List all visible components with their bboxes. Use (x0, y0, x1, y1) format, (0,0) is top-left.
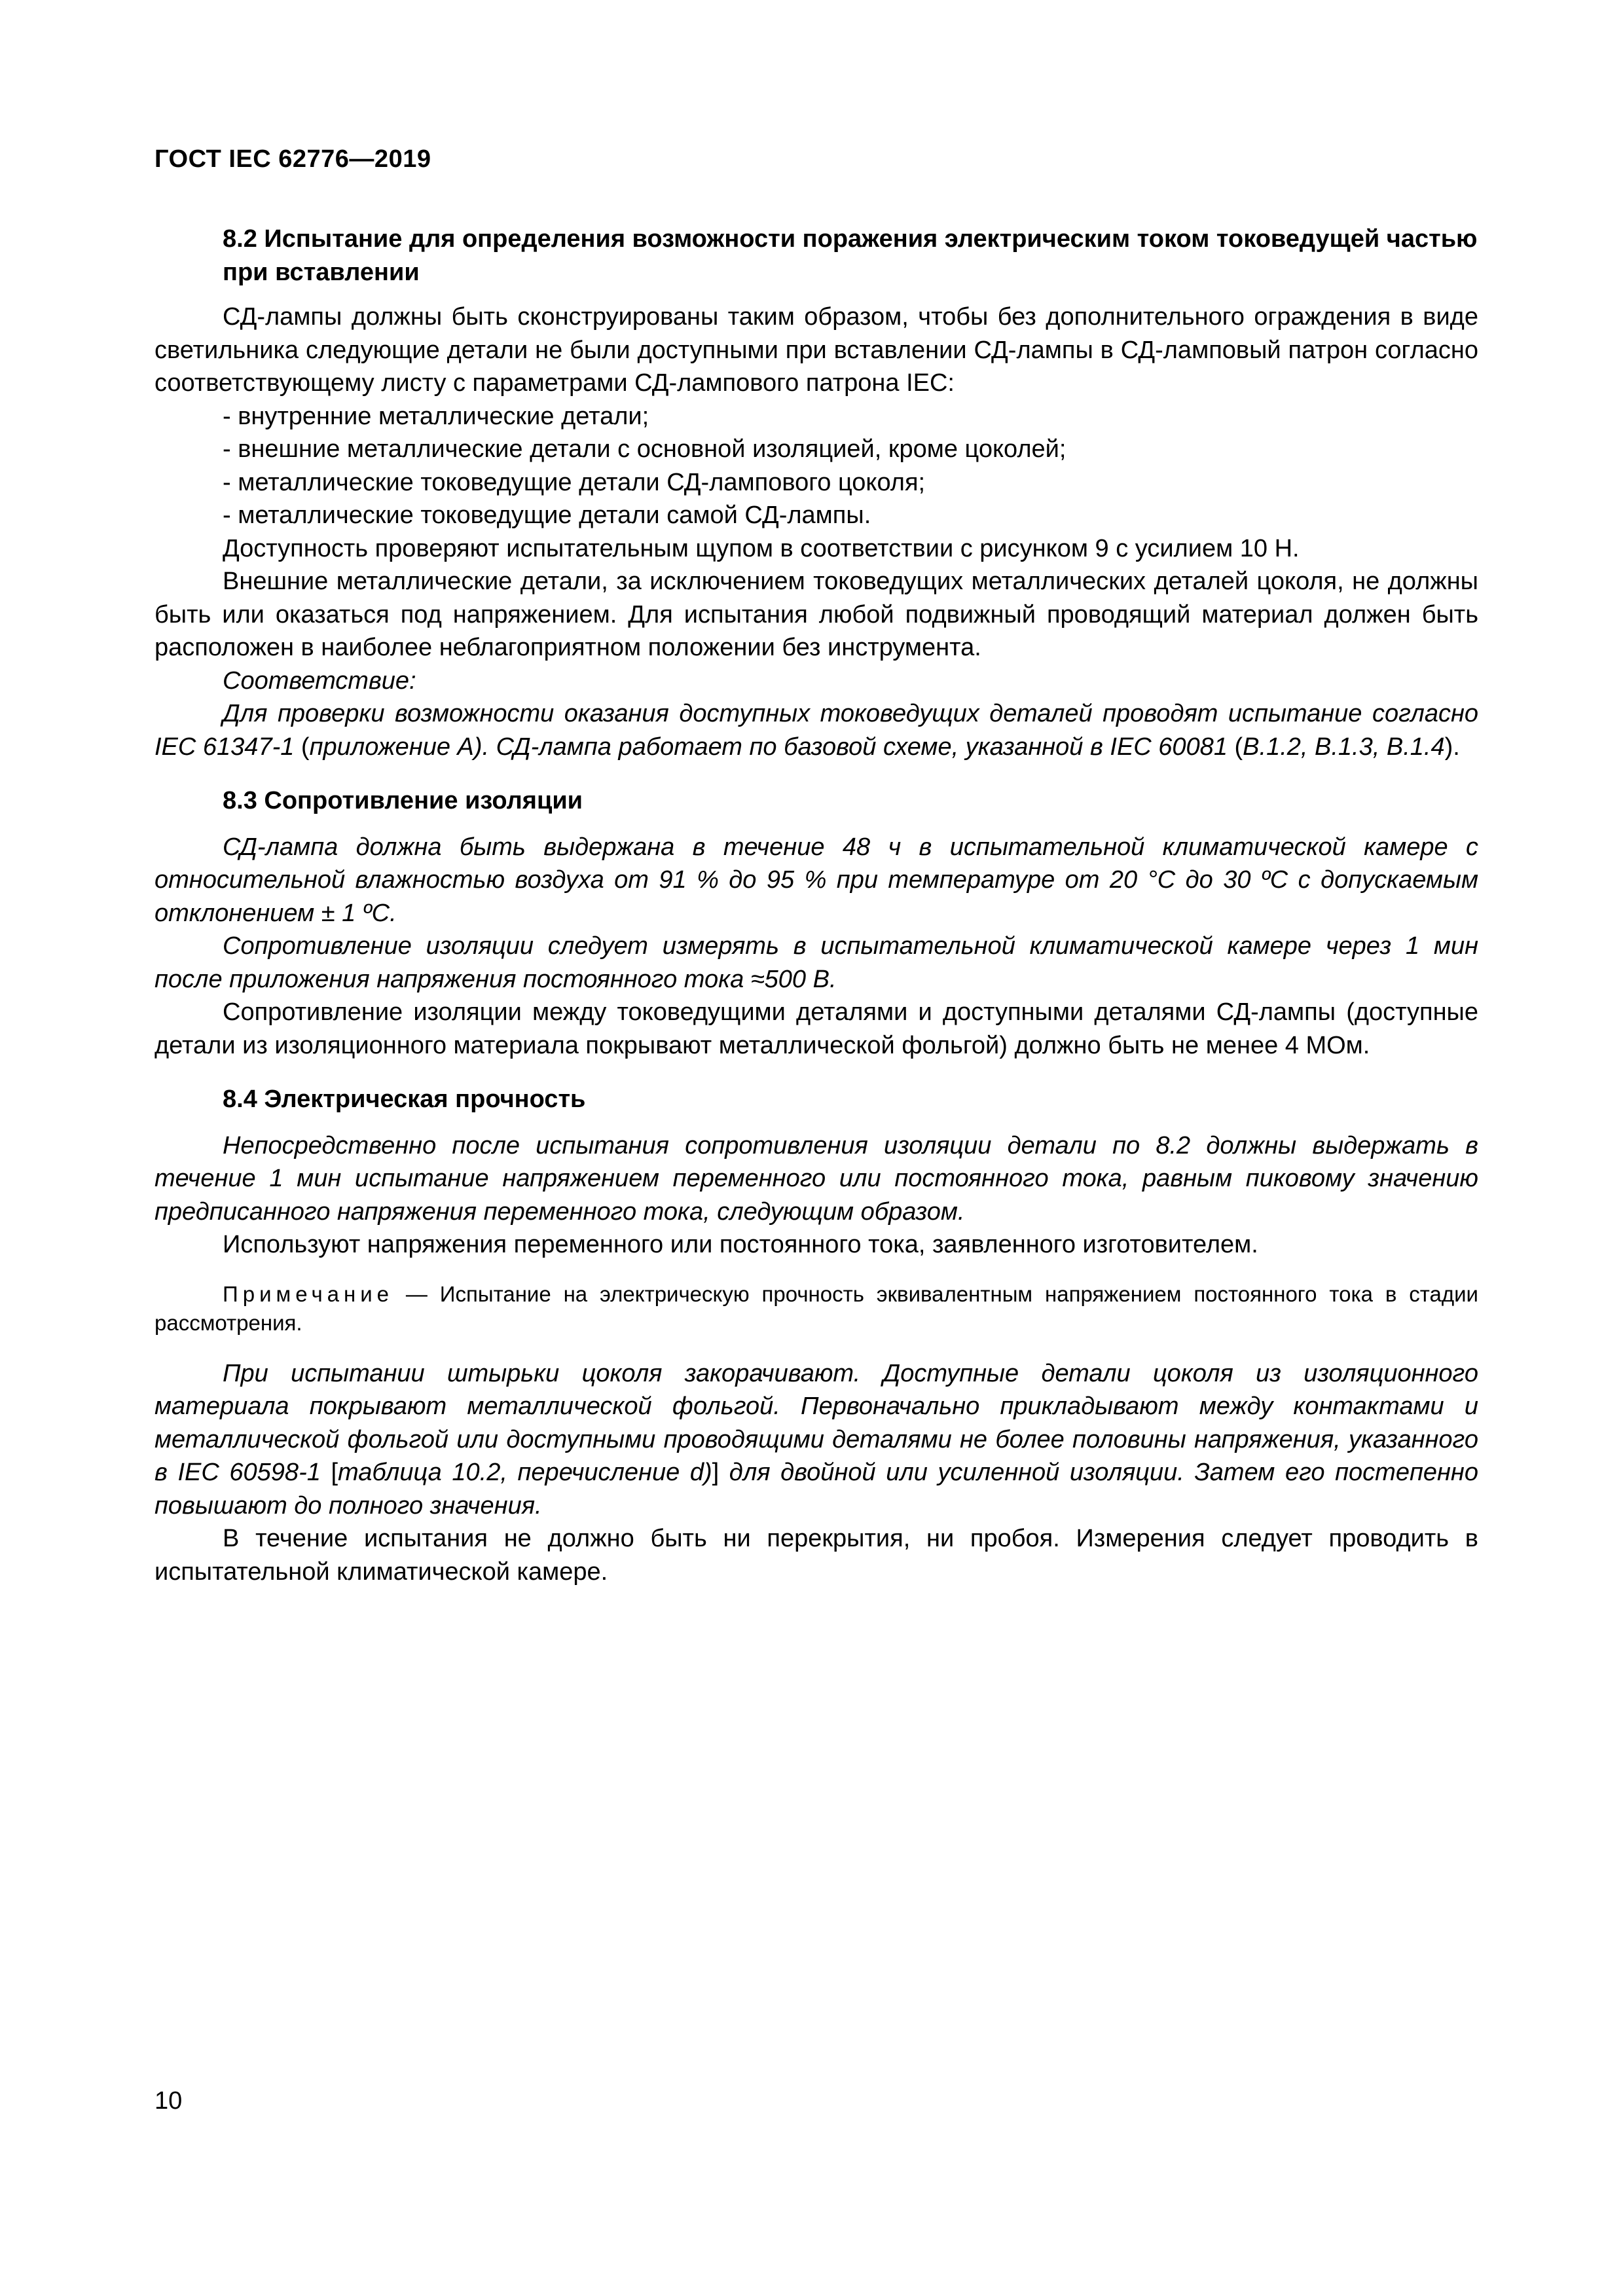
list-item: - внутренние металлические детали; (223, 402, 649, 430)
paragraph-3-text-e: для двойной или усиленной изоляции. Затем его постепенно повышают до полного значения. (155, 1459, 1478, 1520)
list-item: - внешние металлические детали с основной изоляцией, кроме цоколей; (223, 435, 1067, 463)
section-8-4-paragraph-2: Используют напряжения переменного или постоянного тока, заявленного изготовителем. (223, 1231, 1258, 1258)
compliance-paragraph (155, 697, 1478, 763)
compliance-text-d: ). СД-лампа работает по базовой схеме, указанной в IEC 60081 (473, 733, 1228, 761)
paragraph-3-text-a: При испытании штырьки цоколя закорачивают. Доступные детали цоколя из изоляционного материала покрывают металлической фольгой. Первоначально прикладывают между контактами и металлической фольгой или доступными проводящими деталями не более половины напряжения, указанного в IEC 60598-1 (155, 1359, 1478, 1486)
compliance-text-g: ). (1444, 733, 1460, 761)
compliance-text-c: приложение А (309, 733, 474, 761)
compliance-text-b: ( (294, 733, 310, 761)
section-8-3-paragraph-1: СД-лампа должна быть выдержана в течение 48 ч в испытательной климатической камере с относительной влажностью воздуха от 91 % до 95 % при температуре от 20 °С до 30 ºС с допускаемым отклонением ± 1 ºС. (155, 833, 1478, 927)
compliance-text-f: В.1.2, В.1.3, В.1.4 (1243, 733, 1445, 761)
compliance-text-e: ( (1227, 733, 1243, 761)
section-8-3-title: 8.3 Сопротивление изоляции (223, 787, 583, 814)
list-item: - металлические токоведущие детали самой СД-лампы. (223, 501, 871, 529)
section-8-2-paragraph-3: Внешние металлические детали, за исключением токоведущих металлических деталей цоколя, не должны быть или оказаться под напряжением. Для испытания любой подвижный проводящий материал должен быть расположен в наиболее неблагоприятном положении без инструмента. (155, 568, 1478, 661)
section-8-3-paragraph-2: Сопротивление изоляции следует измерять в испытательной климатической камере через 1 мин после приложения напряжения постоянного тока ≈500 В. (155, 932, 1478, 993)
section-8-2-paragraph-2: Доступность проверяют испытательным щупом в соответствии с рисунком 9 с усилием 10 Н. (223, 534, 1300, 562)
section-8-3-paragraph-3: Сопротивление изоляции между токоведущими деталями и доступными деталями СД-лампы (доступные детали из изоляционного материала покрывают металлической фольгой) должно быть не менее 4 МОм. (155, 998, 1478, 1059)
paragraph-3-text-d: ] (712, 1459, 720, 1486)
section-8-2-paragraph-1: СД-лампы должны быть сконструированы таким образом, чтобы без дополнительного ограждения в виде светильника следующие детали не были доступными при вставлении СД-лампы в СД-ламповый патрон согласно соответствующему листу с параметрами СД-лампового патрона IEC: (155, 303, 1478, 397)
section-8-4-title: 8.4 Электрическая прочность (223, 1085, 586, 1113)
section-8-2-title: 8.2 Испытание для определения возможности поражения электрическим током токоведущей частью при вставлении (223, 225, 1478, 286)
note-text: — Испытание на электрическую прочность эквивалентным напряжением постоянного тока в стадии рассмотрения. (155, 1281, 1478, 1335)
section-8-4-paragraph-3 (155, 1357, 1478, 1523)
paragraph-3-text-c: таблица 10.2, перечисление d) (338, 1459, 712, 1486)
document-body (155, 223, 1478, 1588)
compliance-text-a: Для проверки возможности оказания доступных токоведущих деталей проводят испытание согласно IEC 61347-1 (155, 700, 1478, 761)
compliance-label: Соответствие: (223, 666, 416, 695)
page-number: 10 (155, 2087, 183, 2115)
document-code-header: ГОСТ IEC 62776—2019 (155, 145, 431, 173)
paragraph-3-text-b: [ (320, 1459, 338, 1486)
section-8-4-paragraph-1: Непосредственно после испытания сопротивления изоляции детали по 8.2 должны выдержать в течение 1 мин испытание напряжением переменного или постоянного тока, равным пиковому значению предписанного напряжения переменного тока, следующим образом. (155, 1131, 1478, 1226)
note-label: Примечание (223, 1281, 394, 1306)
list-item: - металлические токоведущие детали СД-лампового цоколя; (223, 468, 926, 496)
note (155, 1280, 1478, 1338)
section-8-4-paragraph-4: В течение испытания не должно быть ни перекрытия, ни пробоя. Измерения следует проводить в испытательной климатической камере. (155, 1525, 1478, 1586)
